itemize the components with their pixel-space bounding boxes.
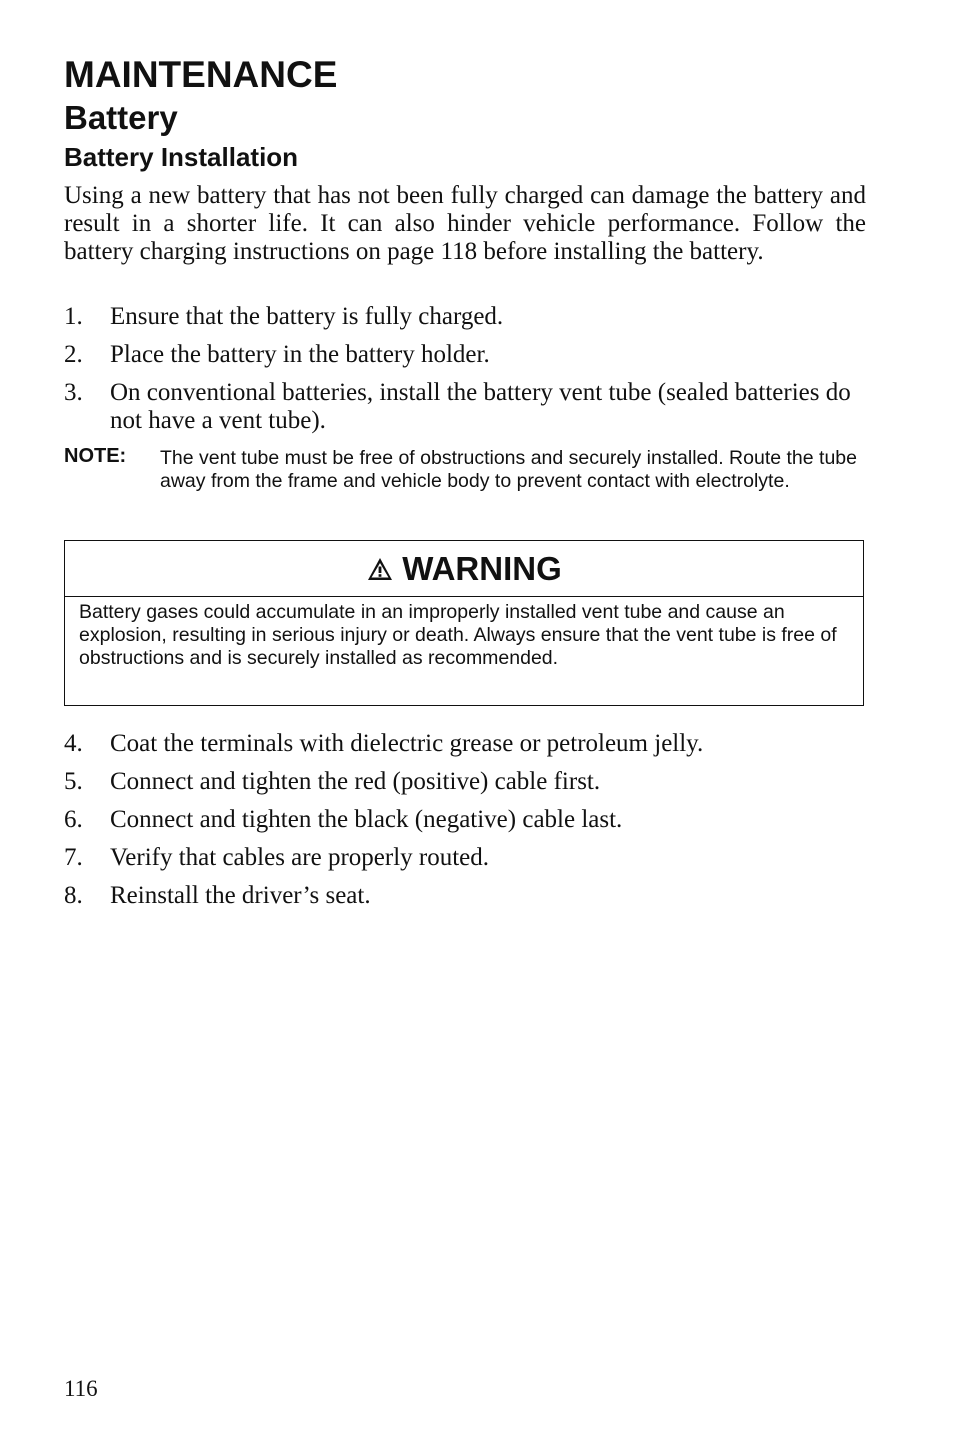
list-item [64,844,864,872]
step-text: On conventional batteries, install the battery vent tube (sealed batteries do not have a vent tube). [110,379,851,434]
list-item [64,379,864,435]
note-block [64,447,864,493]
warning-title: WARNING [402,549,562,587]
warning-box [64,540,864,706]
list-item [64,768,864,796]
step-text: Coat the terminals with dielectric grease or petroleum jelly. [110,730,704,757]
note-text: The vent tube must be free of obstructions and securely installed. Route the tube away from the frame and vehicle body to prevent contact with electrolyte. [160,447,857,492]
step-number: 6. [64,806,83,833]
step-text: Ensure that the battery is fully charged. [110,303,504,330]
step-text: Verify that cables are properly routed. [110,844,490,871]
step-text: Reinstall the driver’s seat. [110,882,371,909]
warning-header [65,541,863,597]
step-text: Connect and tighten the black (negative) cable last. [110,806,623,833]
step-number: 5. [64,768,83,795]
steps-list-first [64,303,864,445]
note-label: NOTE: [64,445,127,467]
list-item [64,730,864,758]
step-number: 3. [64,379,83,406]
step-number: 8. [64,882,83,909]
topic-title: Battery [64,99,178,136]
step-number: 1. [64,303,83,330]
section-title: MAINTENANCE [64,54,338,95]
steps-list-second [64,730,864,920]
step-text: Place the battery in the battery holder. [110,341,490,368]
step-number: 4. [64,730,83,757]
step-number: 2. [64,341,83,368]
list-item [64,806,864,834]
list-item [64,341,864,369]
list-item [64,303,864,331]
list-item [64,882,864,910]
intro-paragraph: Using a new battery that has not been fully charged can damage the battery and result in a shorter life. It can also hinder vehicle performance. Follow the battery charging instructions on page 118 before installing the battery. [64,182,866,265]
warning-triangle-icon [366,556,394,582]
step-number: 7. [64,844,83,871]
page-number: 116 [64,1376,98,1401]
step-text: Connect and tighten the red (positive) cable first. [110,768,601,795]
warning-body: Battery gases could accumulate in an improperly installed vent tube and cause an explosion, resulting in serious injury or death. Always ensure that the vent tube is free of obstructions and is securely installed as recommended. [79,601,837,669]
subtopic-title: Battery Installation [64,142,299,172]
